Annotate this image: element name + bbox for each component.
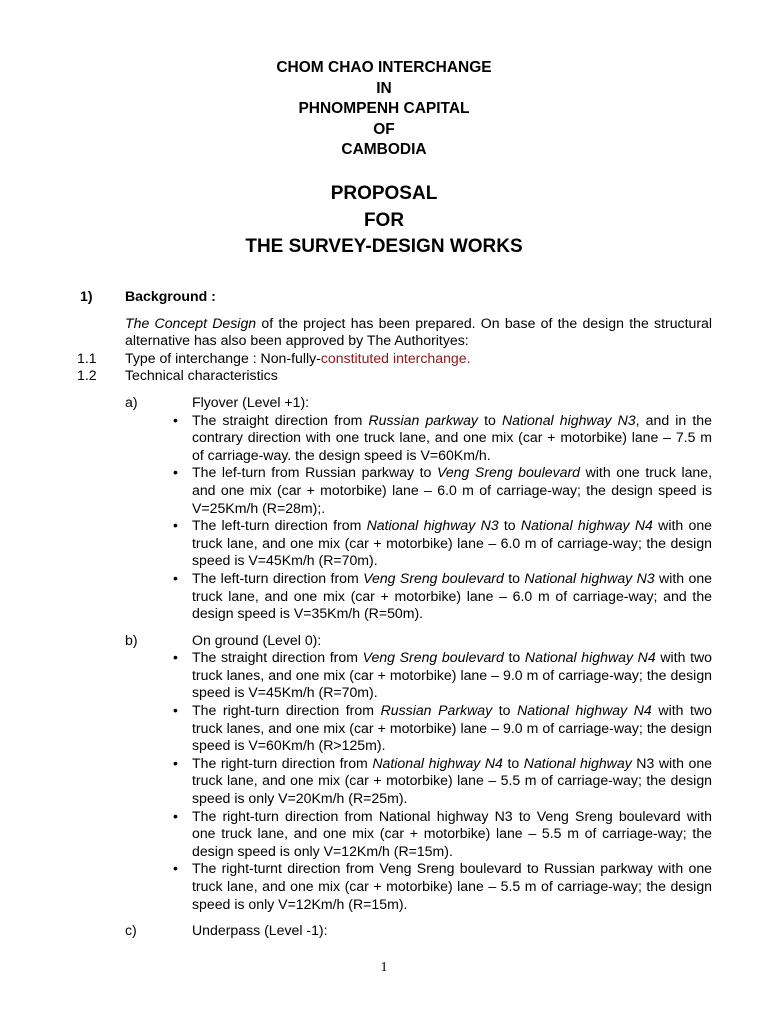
proposal-heading — [0, 181, 768, 261]
bullet-item — [173, 411, 712, 465]
bullet-list — [77, 412, 712, 623]
road-name-emphasis: Veng Sreng boulevard — [362, 649, 504, 666]
bullet-text: to — [503, 569, 525, 586]
bullet-icon: • — [173, 464, 178, 481]
bullet-icon: • — [173, 807, 178, 824]
paragraph-text: of the project has been prepared. On base of the design the structural alternative has also been approved by The Authorityes: — [125, 314, 712, 349]
bullet-text: The straight direction from — [192, 649, 363, 666]
subsection-heading: On ground (Level 0): — [192, 631, 322, 648]
document-title — [0, 58, 768, 161]
title-line: CHOM CHAO INTERCHANGE — [276, 59, 492, 76]
bullet-item — [173, 649, 713, 702]
bullet-text: The lef-turn from Russian parkway to — [192, 464, 437, 481]
title-line: OF — [373, 120, 395, 138]
road-name-emphasis: National highway N4 — [524, 649, 656, 666]
bullet-icon: • — [173, 702, 178, 719]
subsection-heading: Underpass (Level -1): — [192, 922, 328, 939]
concept-design-emphasis: The Concept Design — [125, 314, 257, 331]
subsection-a — [77, 394, 712, 623]
bullet-icon: • — [173, 569, 178, 586]
document-body — [77, 288, 712, 940]
road-name-emphasis: National highway N4 — [517, 702, 652, 719]
bullet-icon: • — [173, 754, 178, 771]
proposal-line: PROPOSAL — [330, 183, 438, 204]
bullet-item — [173, 860, 712, 913]
bullet-text: The left-turn direction from — [192, 517, 367, 534]
item-text-end: . — [466, 349, 471, 366]
title-line: IN — [376, 79, 392, 97]
road-name-emphasis: National highway N4 — [372, 754, 503, 771]
bullet-item — [173, 464, 713, 517]
bullet-text: The right-turn direction from — [192, 702, 381, 719]
subsection-c — [77, 922, 712, 940]
item-text: Type of interchange : Non-fully- — [125, 349, 321, 366]
bullet-icon: • — [173, 649, 178, 666]
section-heading: Background : — [125, 288, 216, 304]
bullet-text: The left-turn direction from — [192, 569, 364, 586]
road-name-emphasis: Russian Parkway — [380, 702, 493, 719]
proposal-line: FOR — [363, 209, 405, 231]
page-number: 1 — [380, 960, 388, 975]
interchange-type-highlight: constituted interchange — [320, 349, 467, 366]
road-name-emphasis: National highway N3 — [501, 411, 636, 428]
background-paragraph — [125, 315, 712, 350]
road-name-emphasis: Russian parkway — [368, 411, 478, 428]
bullet-text: with two truck lanes, and one mix (car + motorbike) lane – 9.0 m of carriage-way; the design speed is V=45Km/h (R=70m). — [192, 649, 713, 701]
bullet-icon: • — [173, 411, 178, 428]
bullet-text: N3 with one truck lane, and one mix (car + motorbike) lane – 5.5 m of carriage-way; the design speed is only V=20Km/h (R=25m). — [192, 754, 712, 807]
bullet-text: The right-turn direction from National highway N3 to Veng Sreng boulevard with one truck lane, and one mix (car + motorbike) lane – 5.5 m of carriage-way; the design speed is only V=12Km/h (R=15m). — [192, 807, 712, 859]
item-1-2 — [77, 367, 712, 385]
item-number: 1.1 — [77, 349, 97, 366]
bullet-text: , and in the contrary direction with one truck lane, and one mix (car + motorbike) lane – 7.5 m of carriage-way. the design speed is V=60Km/h. — [192, 411, 712, 463]
bullet-text: with two truck lanes, and one mix (car + motorbike) lane – 9.0 m of carriage-way; the design speed is V=60Km/h (R>125m). — [192, 702, 712, 754]
item-text: Technical characteristics — [125, 367, 278, 384]
road-name-emphasis: National highway N3 — [366, 517, 499, 534]
bullet-text: with one truck lane, and one mix (car + motorbike) lane – 6.0 m of carriage-way; and the design speed is V=35Km/h (R=50m). — [192, 569, 712, 622]
road-name-emphasis: National highway N3 — [524, 569, 655, 586]
title-line: PHNOMPENH CAPITAL — [298, 100, 470, 117]
bullet-text: to — [498, 517, 521, 534]
section-number: 1) — [80, 288, 93, 304]
bullet-text: to — [477, 411, 502, 428]
bullet-text: with one truck lane, and one mix (car + motorbike) lane – 6.0 m of carriage-way; the design speed is V=45Km/h (R=70m). — [192, 517, 712, 569]
road-name-emphasis: National highway N4 — [520, 517, 653, 534]
bullet-item — [173, 754, 712, 808]
bullet-text: The right-turnt direction from Veng Sreng boulevard to Russian parkway with one truck lane, and one mix (car + motorbike) lane – 5.5 m of carriage-way; the design speed is only V=12Km/h (R=15m). — [192, 860, 712, 912]
bullet-item — [173, 702, 712, 755]
proposal-line: THE SURVEY-DESIGN WORKS — [245, 236, 523, 257]
bullet-text: to — [492, 702, 518, 719]
bullet-icon: • — [173, 517, 178, 534]
road-name-emphasis: Veng Sreng boulevard — [436, 464, 581, 481]
bullet-text: to — [503, 649, 525, 666]
bullet-item — [173, 807, 712, 861]
subsection-letter: c) — [125, 922, 137, 939]
bullet-text: The straight direction from — [192, 411, 369, 428]
bullet-text: The right-turn direction from — [192, 754, 373, 771]
subsection-letter: b) — [125, 631, 138, 648]
title-line: CAMBODIA — [341, 141, 427, 158]
bullet-icon: • — [173, 860, 178, 877]
section-background — [77, 288, 712, 306]
bullet-list — [77, 649, 712, 913]
road-name-emphasis: Veng Sreng boulevard — [363, 569, 504, 586]
bullet-text: to — [502, 754, 524, 771]
subsection-heading: Flyover (Level +1): — [192, 393, 310, 410]
item-1-1 — [77, 350, 712, 368]
subsection-letter: a) — [125, 393, 138, 410]
bullet-text: with one truck lane, and one mix (car + motorbike) lane – 6.0 m of carriage-way; the design speed is V=25Km/h (R=28m);. — [192, 464, 713, 516]
subsection-b — [77, 632, 712, 914]
bullet-item — [173, 517, 712, 570]
item-number: 1.2 — [77, 367, 97, 384]
road-name-emphasis: National highway — [523, 754, 632, 771]
bullet-item — [173, 569, 712, 623]
